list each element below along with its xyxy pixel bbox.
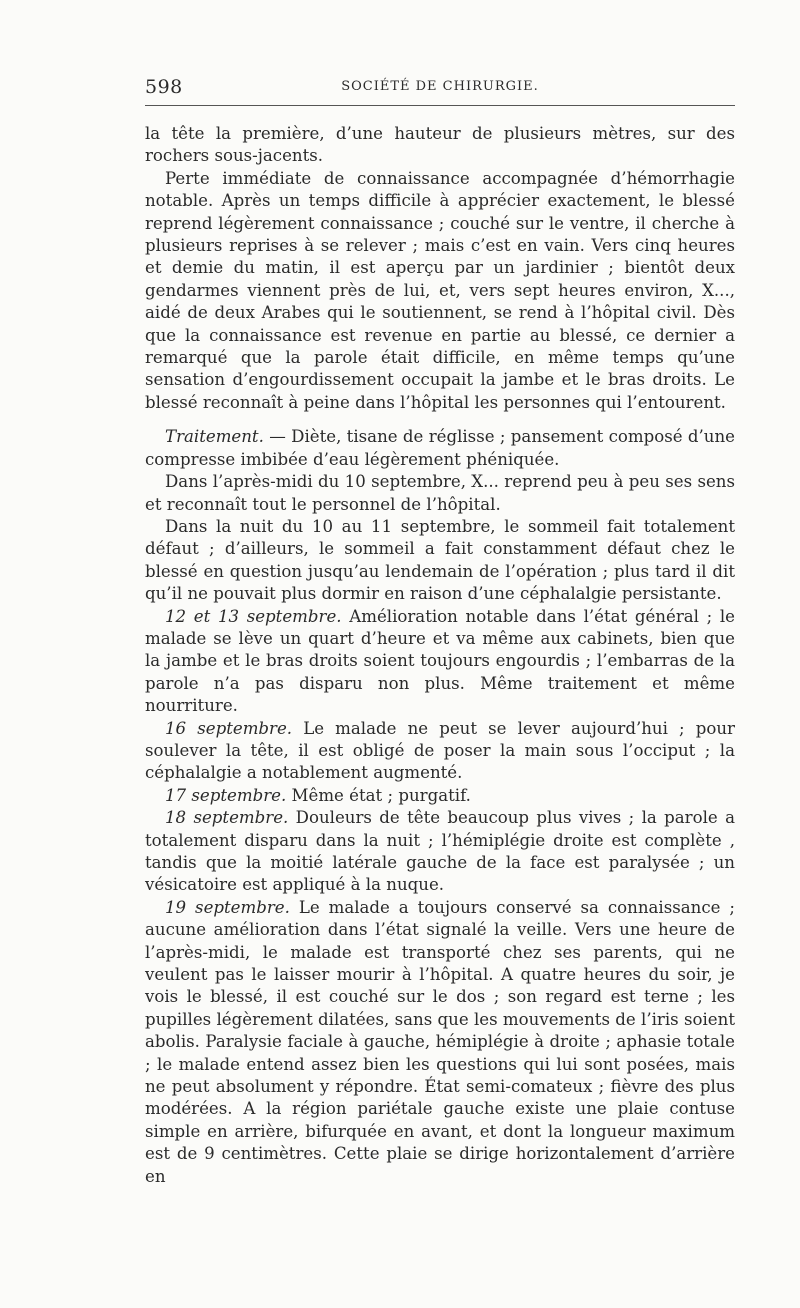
paragraph-lead: 17 septembre.: [165, 785, 287, 805]
paragraph: 19 septembre. Le malade a toujours conservé sa connaissance ; aucune amélioration dans l’état signalé la veille. Vers une heure de l’après-midi, le malade est transporté chez ses parents, qui ne veulent pas le laisser mourir à l’hôpital. A quatre heures du soir, je vois le blessé, il est couché sur le dos ; son regard est terne ; les pupilles légèrement dilatées, sans que les mouvements de l’iris soient abolis. Paralysie faciale à gauche, hémiplégie à droite ; aphasie totale ; le malade entend assez bien les questions qui lui sont posées, mais ne peut absolument y répondre. État semi-comateux ; fièvre des plus modérées. A la région pariétale gauche existe une plaie contuse simple en arrière, bifurquée en avant, et dont la longueur maximum est de 9 centimètres. Cette plaie se dirige horizontalement d’arrière en: [145, 897, 735, 1186]
paragraph: Perte immédiate de connaissance accompagnée d’hémorrhagie notable. Après un temps difficile à apprécier exactement, le blessé reprend légèrement connaissance ; couché sur le ventre, il cherche à plusieurs reprises à se relever ; mais c’est en vain. Vers cinq heures et demie du matin, il est aperçu par un jardinier ; bientôt deux gendarmes viennent près de lui, et, vers sept heures environ, X..., aidé de deux Arabes qui le soutiennent, se rend à l’hôpital civil. Dès que la connaissance est revenue en partie au blessé, ce dernier a remarqué que la parole était difficile, en même temps qu’une sensation d’engourdissement occupait la jambe et le bras droits. Le blessé reconnaît à peine dans l’hôpital les personnes qui l’entourent.: [145, 168, 735, 412]
page-number: 598: [145, 76, 183, 98]
paragraph-lead: 16 septembre.: [165, 718, 293, 738]
page-header: [145, 76, 735, 102]
paragraph: la tête la première, d’une hauteur de plusieurs mètres, sur des rochers sous-jacents.: [145, 124, 735, 166]
paragraph: 16 septembre. Le malade ne peut se lever aujourd’hui ; pour soulever la tête, il est obligé de poser la main sous l’occiput ; la céphalalgie a notablement augmenté.: [145, 718, 735, 783]
paragraph-lead: 12 et 13 septembre.: [165, 606, 342, 626]
paragraph: 17 septembre. Même état ; purgatif.: [165, 785, 471, 805]
header-rule: [145, 105, 735, 106]
paragraph: 18 septembre. Douleurs de tête beaucoup plus vives ; la parole a totalement disparu dans la nuit ; l’hémiplégie droite est complète , tandis que la moitié latérale gauche de la face est paralysée ; un vésicatoire est appliqué à la nuque.: [145, 808, 735, 895]
paragraph-lead: Traitement.: [165, 427, 264, 447]
paragraph: 12 et 13 septembre. Amélioration notable dans l’état général ; le malade se lève un quart d’heure et va même aux cabinets, bien que la jambe et le bras droits soient toujours engourdis ; l’embarras de la parole n’a pas disparu non plus. Même traitement et même nourriture.: [145, 606, 736, 716]
paragraph: Traitement. — Diète, tisane de réglisse ; pansement composé d’une compresse imbibée d’eau légèrement phéniquée.: [145, 427, 735, 469]
paragraph-lead: 18 septembre.: [165, 808, 289, 828]
body-text: [145, 123, 735, 1188]
paragraph-lead: 19 septembre.: [165, 897, 290, 917]
paragraph: Dans la nuit du 10 au 11 septembre, le sommeil fait totalement défaut ; d’ailleurs, le sommeil a fait constamment défaut chez le blessé en question jusqu’au lendemain de l’opération ; plus tard il dit qu’il ne pouvait plus dormir en raison d’une céphalalgie persistante.: [145, 516, 735, 604]
paragraph: Dans l’après-midi du 10 septembre, X... reprend peu à peu ses sens et reconnaît tout le personnel de l’hôpital.: [145, 472, 735, 514]
running-title: SOCIÉTÉ DE CHIRURGIE.: [341, 79, 539, 94]
